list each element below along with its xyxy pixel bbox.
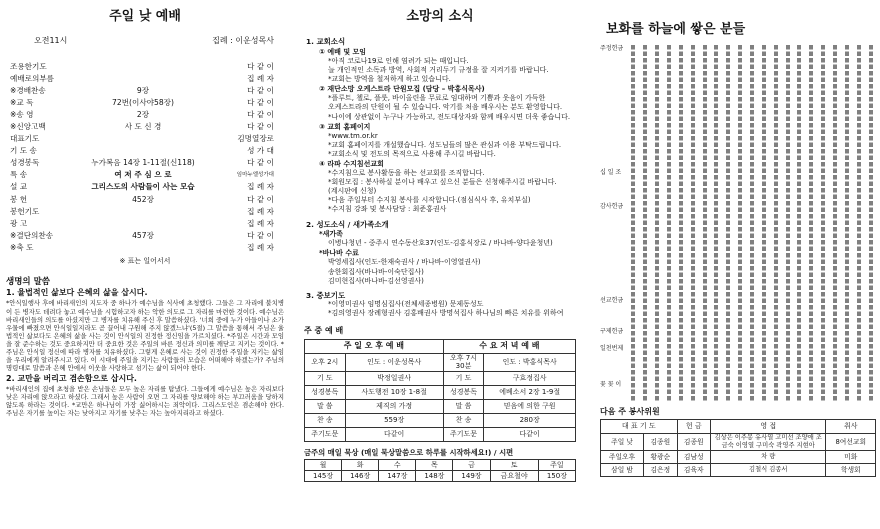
worship-leader: 집례 : 이운성목사	[212, 36, 274, 46]
donor-name-column	[631, 45, 635, 401]
duty-cell: 기 도	[305, 372, 346, 386]
next-cell: 김상은 이주봉 유사열 고미선 조양애 조금숙 이영열 구미숙 곽영주 지현아	[710, 434, 826, 451]
donor-name-column	[691, 45, 695, 401]
wednesday-worship-title: 수 요 저 녁 예 배	[443, 339, 575, 353]
order-item-name: ※신앙고백	[10, 122, 46, 132]
donor-name-column	[833, 45, 837, 401]
news-column	[300, 0, 580, 529]
order-item-name: 설 교	[10, 182, 28, 192]
donor-name-column	[667, 45, 671, 401]
order-item-leader: 다 같 이	[247, 230, 274, 240]
next-week-heading: 다음 주 봉사위원	[600, 407, 660, 417]
donor-name-column	[857, 45, 861, 401]
order-row	[6, 169, 284, 181]
col-meal: 취사	[826, 420, 876, 434]
duty-cell: 에베소서 2장 1-9절	[484, 386, 576, 400]
order-item-leader: 김명열장로	[237, 134, 274, 144]
order-row	[6, 181, 284, 193]
duty-cell: 다같이	[345, 428, 443, 442]
duty-row	[305, 428, 576, 442]
news-section-heading: 3. 중보기도	[306, 290, 346, 300]
donor-name-column	[750, 45, 754, 401]
news-item-label: ① 예배 및 모임	[319, 47, 367, 56]
news-item-label: ③ 교회 홈페이지	[319, 122, 371, 131]
order-row	[6, 84, 284, 96]
col-offering: 헌 금	[677, 420, 710, 434]
order-item-leader: 집 례 자	[247, 182, 274, 192]
weekday-worship-heading: 주 중 예 배	[304, 325, 344, 335]
offering-category: 구제헌금	[600, 328, 624, 336]
sunday-worship-column	[0, 0, 290, 529]
order-row	[6, 242, 284, 254]
order-row	[6, 72, 284, 84]
order-row	[6, 133, 284, 145]
donor-name-column	[845, 45, 849, 401]
donor-name-column	[786, 45, 790, 401]
order-item-content: 452장	[132, 194, 154, 204]
order-item-content: 457장	[132, 230, 154, 240]
donor-name-column	[774, 45, 778, 401]
order-item-name: ※축 도	[10, 242, 34, 252]
order-item-leader: 집 례 자	[247, 218, 274, 228]
news-item-line: 박영세집사(인도-한재숙권사 / 바나바-이영열권사)	[328, 258, 481, 267]
next-cell: 황광순	[644, 450, 677, 463]
day-cell: 토	[490, 460, 538, 471]
next-cell: 김육자	[677, 463, 710, 476]
duty-cell: 성경봉독	[305, 386, 346, 400]
donor-name-column	[869, 45, 873, 401]
duty-cell: 559장	[345, 414, 443, 428]
order-item-leader: 다 같 이	[247, 194, 274, 204]
duty-cell: 인도 : 박홍식목사	[484, 353, 576, 372]
news-item-line: *www.tm.or.kr	[328, 131, 378, 140]
order-item-name: ※결단의찬송	[10, 230, 54, 240]
order-item-leader: 다 같 이	[247, 109, 274, 119]
news-item-line: 늘 개인적인 소독과 방역, 사회적 거리두기 규정을 잘 지켜기를 바랍니다.	[328, 66, 549, 75]
order-item-content: 누가복음 14장 1-11절(신118)	[91, 158, 195, 168]
order-item-name: 예배로의부름	[10, 73, 55, 83]
order-item-content: 그리스도의 사람들이 사는 모습	[91, 182, 195, 192]
offering-category: 일천번제	[600, 345, 624, 353]
order-item-name: 기 도 송	[10, 146, 37, 156]
offering-categories	[600, 45, 628, 401]
donor-name-column	[703, 45, 707, 401]
news-item-line: *교회는 방역을 철저하게 하고 있습니다.	[328, 75, 451, 84]
news-item-line: *플루트, 첼로, 플룻, 바이올린을 무료로 임대하며 기쁨과 웃음이 가득한	[328, 94, 546, 103]
next-cell: 학생회	[826, 463, 876, 476]
duty-cell: 주기도문	[305, 428, 346, 442]
worship-time: 오전11시	[34, 36, 68, 46]
news-item-line: *회원모집 : 봉사하실 분이나 배우고 싶으신 분들은 신청해주시길 바랍니다.	[328, 178, 557, 187]
next-cell: 김종원	[644, 434, 677, 451]
next-cell: 주일오후	[601, 450, 644, 463]
order-item-name: ※교 독	[10, 97, 34, 107]
evening-worship-title: 주 일 오 후 예 배	[305, 339, 444, 353]
offering-category: 선교헌금	[600, 297, 624, 305]
news-item-line: *수지침 강좌 및 봉사담당 : 최준홍권사	[328, 205, 447, 214]
news-item-label: ② 재단소망 오케스트라 단원모집 (담당 – 박홍식목사)	[319, 85, 485, 94]
day-cell: 주일	[538, 460, 575, 471]
news-item-label: *새가족	[319, 230, 343, 239]
order-item-leader: 임마누엘성가대	[236, 171, 274, 178]
donor-name-column	[726, 45, 730, 401]
duty-cell: 주기도문	[443, 428, 484, 442]
donor-name-column	[762, 45, 766, 401]
news-section-heading: 2. 성도소식 / 새가족소개	[306, 219, 389, 229]
psalm-cell: 147장	[379, 471, 416, 482]
col-welcome: 영 접	[710, 420, 826, 434]
donor-name-column	[714, 45, 718, 401]
donor-name-column	[738, 45, 742, 401]
order-item-name: 대표기도	[10, 134, 40, 144]
duty-cell: 구효정집사	[484, 372, 576, 386]
duty-cell: 말 씀	[443, 400, 484, 414]
news-title: 소망의 소식	[406, 9, 474, 24]
order-row	[6, 230, 284, 242]
order-item-name: ※경배찬송	[10, 85, 46, 95]
psalm-cell: 금요철야	[490, 471, 538, 482]
duty-cell: 기 도	[443, 372, 484, 386]
donor-name-column	[809, 45, 813, 401]
news-item-line: *다음 주일부터 수지침 봉사를 시작합니다.(점심식사 후, 유치부실)	[328, 196, 531, 205]
order-item-leader: 집 례 자	[247, 206, 274, 216]
sermon-point-title: 2. 교만을 버리고 겸손함으로 삽시다.	[6, 373, 137, 383]
duty-cell: 280장	[484, 414, 576, 428]
offering-category: 십 일 조	[600, 169, 622, 177]
next-week-table	[600, 419, 876, 477]
news-item-line: (계시판에 신청)	[328, 187, 377, 196]
offering-names	[600, 45, 876, 401]
next-cell: 김남성	[677, 450, 710, 463]
sermon-point-body: *안식일행사 후에 바리새인의 지도자 중 하나가 예수님을 식사에 초청했다. 그들은 그 자리에 불치병이 든 병자도 데려다 놓고 예수님을 시험하고자 하는 악한 의도로 그 자리를 마련한 것이다. 예수님은 바리새인들의 의도를 아셨지만 그 병자를 치유해 주신 후 말씀하셨다. '너희 중에 누가 아들이나 소가 우물에 빠졌으면 안식일일지라도 곧 끌어내 구원해 주지 않겠느냐'(5절) 그 말씀을 통해서 주님은 율법적인 삶보다도 은혜의 삶을 사는 것이 안식일의 진정한 정신임을 가르치셨다. *주일은 시간과 모임을 잘 준수하는 것도 중요하지만 더 중요한 것은 주일의 바른 정신과 의미를 깨닫고 지키는 것이다. *주님은 안식일 정신에 따라 병자를 치유하셨다. 그렇게 은혜로 사는 것이 진정한 주일을 지키는 삶임을 우리에게 알려주시고 있다. 이 시대에 주일을 지키는 사람들의 모습은 어떠해야 하겠는가? 주님의 명령대로 말씀과 은혜 안에서 이웃을 사랑하고 섬기는 삶이 되어야 한다.	[6, 299, 284, 373]
offering-category: 감사헌금	[600, 203, 624, 211]
psalm-cell: 149장	[453, 471, 490, 482]
order-item-name: 광 고	[10, 218, 28, 228]
news-item-line: *교회소식 및 전도의 목적으로 사용해 주시길 바랍니다.	[328, 149, 496, 158]
order-item-name: 봉 헌	[10, 194, 28, 204]
news-item-line: 이병나청년 - 중주시 연수동산호37(인도-김홍식장로 / 바나바-양다윤청년)	[328, 239, 553, 248]
next-row	[601, 434, 876, 451]
order-item-name: 봉헌기도	[10, 206, 40, 216]
news-item-label: *바나바 수료	[319, 249, 359, 258]
duty-cell: 오후 7시 30분	[443, 353, 484, 372]
daily-devotion-table	[304, 459, 576, 482]
order-item-name: 특 송	[10, 170, 28, 180]
order-item-content: 사 도 신 경	[124, 122, 162, 132]
day-cell: 수	[379, 460, 416, 471]
next-cell: 삼일 밤	[601, 463, 644, 476]
weekday-worship-table	[304, 339, 576, 443]
duty-row	[305, 372, 576, 386]
sunday-worship-title: 주일 낮 예배	[109, 9, 181, 24]
order-item-leader: 집 례 자	[247, 73, 274, 83]
news-item-line: *수지침으로 봉사활동을 하는 선교회를 조직합니다.	[328, 169, 485, 178]
next-cell: 주일 낮	[601, 434, 644, 451]
donor-name-column	[679, 45, 683, 401]
worship-order	[6, 60, 284, 254]
duty-cell: 찬 송	[443, 414, 484, 428]
order-row	[6, 60, 284, 72]
psalm-cell: 150장	[538, 471, 575, 482]
news-item-line: *교회 홈페이지를 개설했습니다. 성도님들의 많은 관심과 이용 부탁드립니다.	[328, 140, 562, 149]
order-item-leader: 다 같 이	[247, 97, 274, 107]
next-cell: 미화	[826, 450, 876, 463]
news-item-line: *김의영권사 장례형권사 김홍배권사 방명석집사 하나님의 빠른 치유를 위하여	[328, 309, 564, 318]
donor-name-column	[797, 45, 801, 401]
offering-category: 주정헌금	[600, 45, 624, 53]
order-item-name: 성경봉독	[10, 158, 40, 168]
order-item-content: 2장	[136, 109, 150, 119]
sermon-point-title: 1. 율법적인 삶보다 은혜의 삶을 삽시다.	[6, 288, 148, 298]
news-item-line: 김미현집사(바나바-김선영권사)	[328, 276, 424, 285]
order-item-content: 72번(이사야58장)	[112, 97, 174, 107]
next-row	[601, 463, 876, 476]
day-cell: 화	[342, 460, 379, 471]
order-row	[6, 97, 284, 109]
daily-devotion-heading: 금주의 매일 묵상 (매일 묵상말씀으로 하루를 시작하세요!) / 시편	[304, 448, 514, 458]
col-prayer: 대 표 기 도	[601, 420, 678, 434]
news-sections	[306, 37, 576, 318]
offering-title: 보화를 하늘에 쌓은 분들	[606, 22, 746, 37]
order-item-content: 9장	[136, 85, 150, 95]
order-row	[6, 217, 284, 229]
day-cell: 목	[416, 460, 453, 471]
news-item-line: *이영미권사 임명심집사(전체세종병원) 문제동성도	[328, 300, 484, 309]
duty-cell: 성경봉독	[443, 386, 484, 400]
duty-cell: 오후 2시	[305, 353, 346, 372]
donor-name-column	[643, 45, 647, 401]
standing-note: ※ 표는 일어서서	[119, 256, 171, 265]
duty-cell: 사도행전 10장 1-8절	[345, 386, 443, 400]
duty-cell: 찬 송	[305, 414, 346, 428]
donor-name-column	[821, 45, 825, 401]
duty-row	[305, 414, 576, 428]
next-row	[601, 450, 876, 463]
next-cell: 김철식 김종서	[710, 463, 826, 476]
duty-cell: 믿음에 의한 구원	[484, 400, 576, 414]
duty-cell: 다같이	[484, 428, 576, 442]
psalm-cell: 146장	[342, 471, 379, 482]
order-item-leader: 다 같 이	[247, 122, 274, 132]
news-item-line: 송한회집사(바나바-이숙단집사)	[328, 267, 424, 276]
order-row	[6, 145, 284, 157]
next-cell: 8여선교회	[826, 434, 876, 451]
duty-row	[305, 353, 576, 372]
news-item-label: ④ 라파 수지침선교회	[319, 160, 384, 168]
order-row	[6, 121, 284, 133]
sermon-heading: 생명의 말씀	[6, 276, 51, 287]
offering-column	[596, 0, 880, 529]
order-row	[6, 205, 284, 217]
duty-cell: 박정일권사	[345, 372, 443, 386]
news-item-line: *아직 코로나19로 인해 염려가 되는 때입니다.	[328, 56, 469, 65]
day-cell: 금	[453, 460, 490, 471]
order-item-name: 조용한기도	[10, 61, 47, 71]
order-item-leader: 성 가 대	[247, 146, 274, 156]
order-item-leader: 다 같 이	[247, 61, 274, 71]
news-item-line: *나이에 상관없이 누구나 가능하고, 전도대상자와 함께 배우시면 더욱 좋습니다.	[328, 112, 571, 121]
next-cell: 차 량	[710, 450, 826, 463]
order-row	[6, 157, 284, 169]
order-item-leader: 다 같 이	[247, 85, 274, 95]
duty-cell: 말 씀	[305, 400, 346, 414]
order-item-leader: 집 례 자	[247, 242, 274, 252]
order-item-content: 여 저 주 심 으 로	[114, 170, 172, 180]
sermon-point-body: *바리새인의 집에 초청을 받은 손님들은 모두 높은 자리를 탐냈다. 그들에게 예수님은 높은 자리보다 낮은 자리에 앉으라고 하셨다. 그래서 높은 사람이 오면 그 자리를 양보해야 하는 부끄러움을 당하지 않도록 하라는 것이다. *교만은 하나님이 가장 싫어하시는 죄악이다. 그리스도인은 겸손해야 한다. 주님은 자기를 높이는 자는 낮아지고 자기를 낮추는 자는 높아지리라고 하셨다.	[6, 384, 284, 418]
duty-row	[305, 400, 576, 414]
donor-name-grid	[628, 45, 876, 401]
news-section-heading: 1. 교회소식	[306, 37, 346, 47]
order-item-name: ※송 영	[10, 109, 34, 119]
duty-row	[305, 386, 576, 400]
next-cell: 김은정	[644, 463, 677, 476]
order-row	[6, 109, 284, 121]
psalm-cell: 145장	[305, 471, 342, 482]
donor-name-column	[655, 45, 659, 401]
psalm-cell: 148장	[416, 471, 453, 482]
offering-category: 꽃 꽂 이	[600, 381, 622, 389]
order-item-leader: 다 같 이	[247, 158, 274, 168]
sermon-section	[6, 277, 284, 418]
next-cell: 김종원	[677, 434, 710, 451]
news-item-line: 오케스트라의 단원이 될 수 있습니다. 악기를 처음 배우시는 분도 환영합니다.	[328, 103, 563, 112]
duty-cell: 인도 : 이운성목사	[345, 353, 443, 372]
duty-cell: 제직의 가정	[345, 400, 443, 414]
order-row	[6, 193, 284, 205]
day-cell: 월	[305, 460, 342, 471]
